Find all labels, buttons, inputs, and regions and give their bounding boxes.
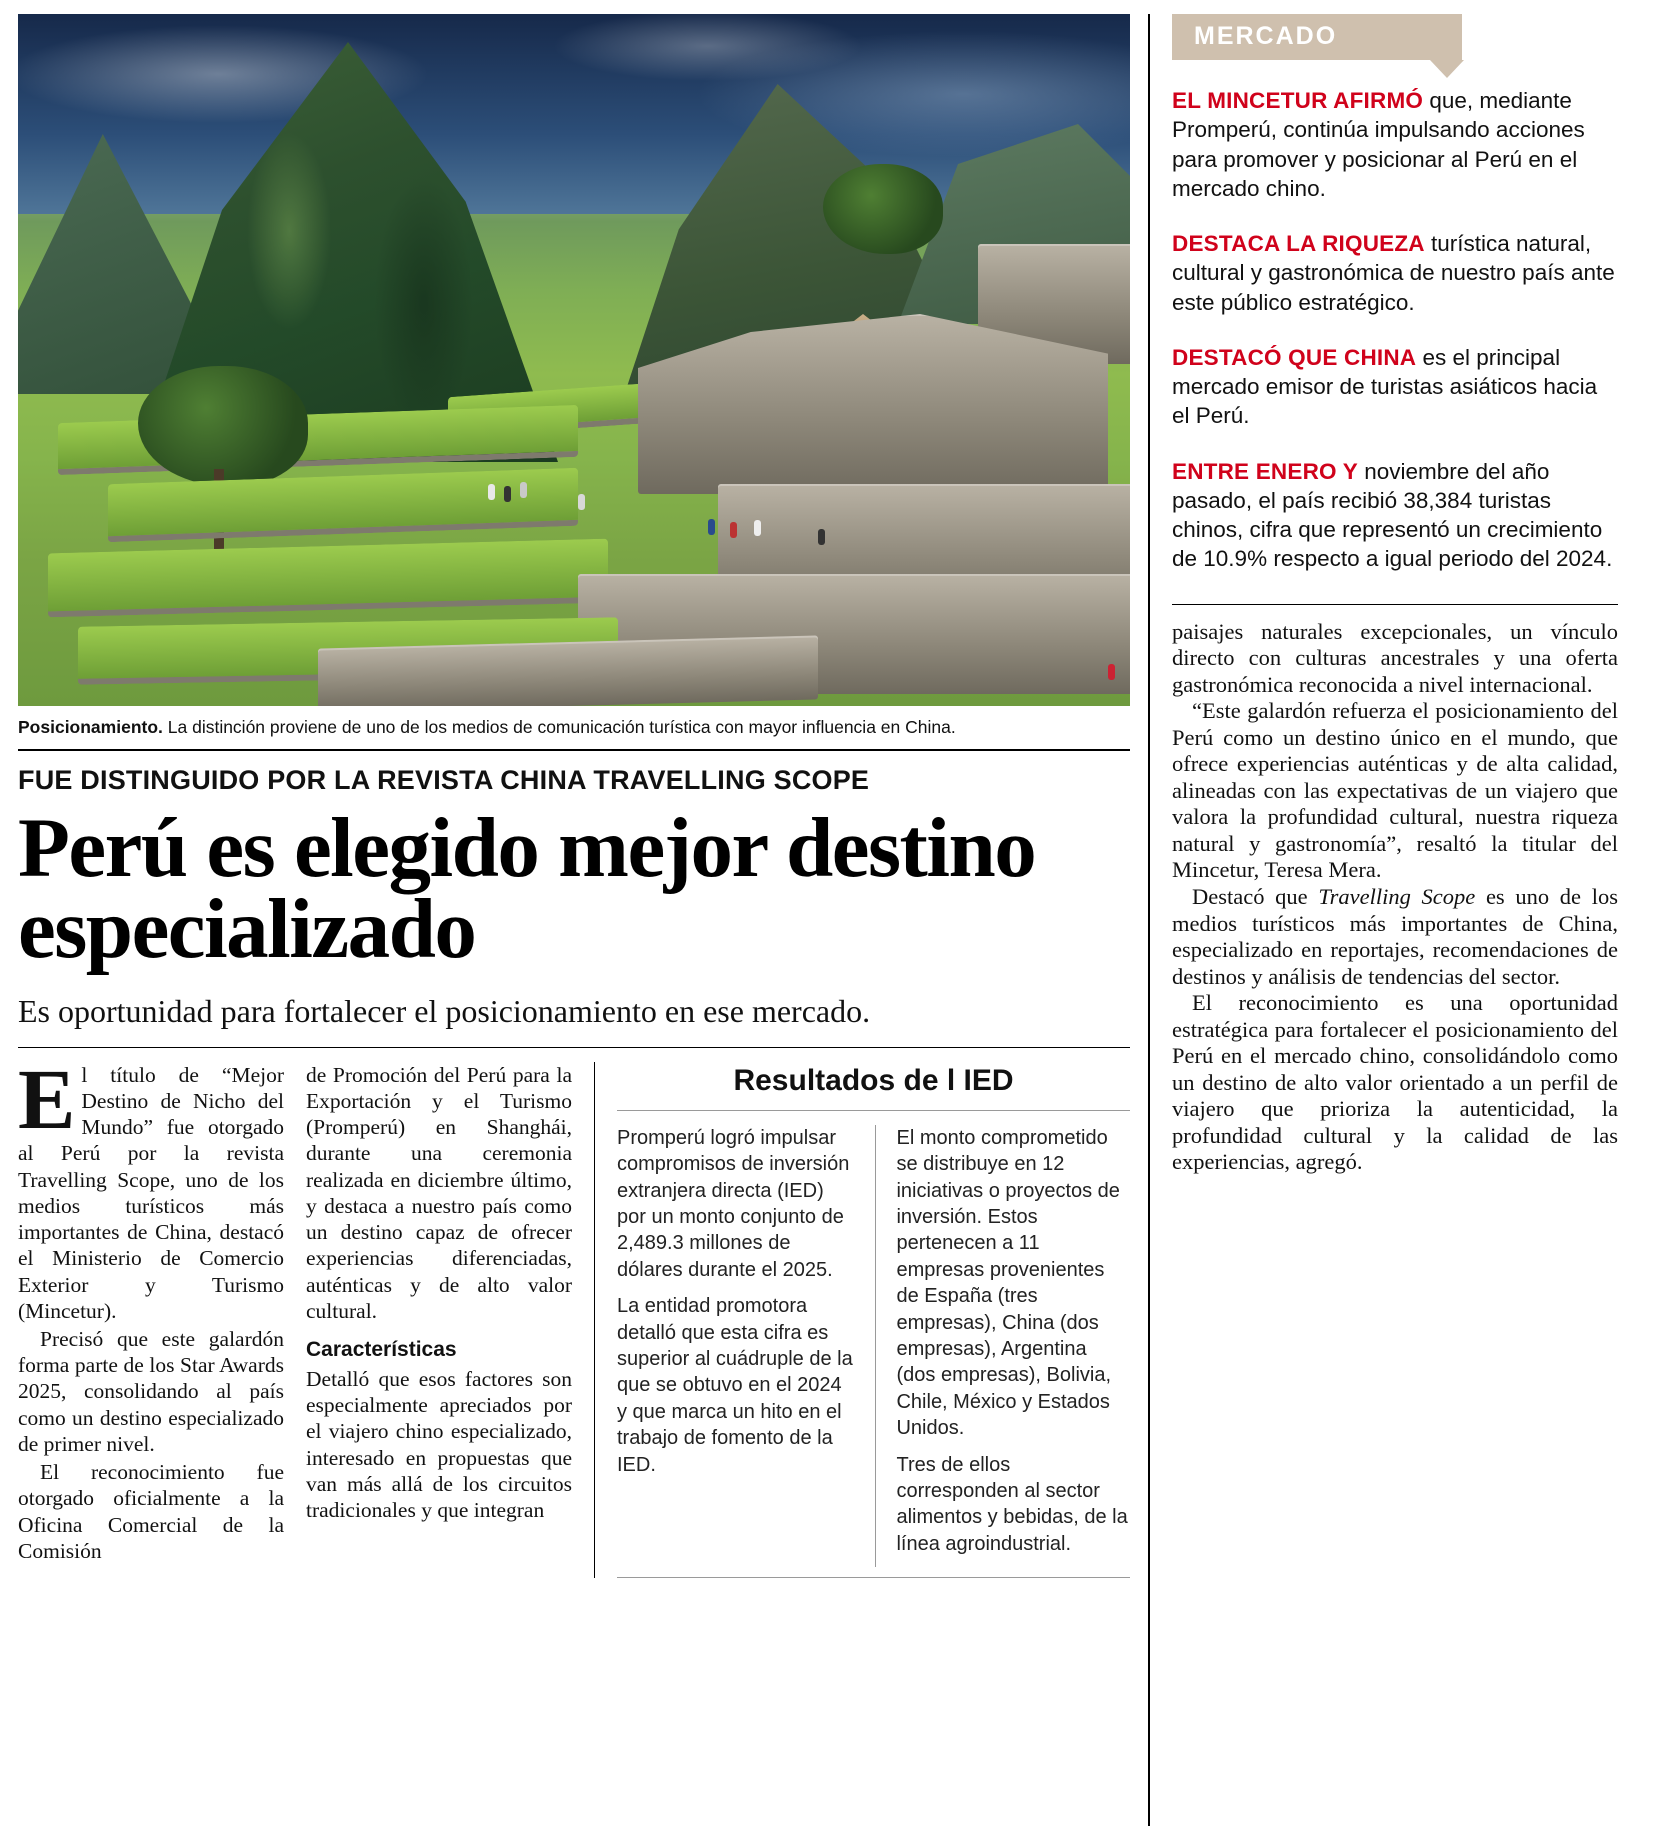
visitor-figure bbox=[488, 484, 495, 500]
sidebar-box-column-right bbox=[875, 1125, 1130, 1567]
rail-item-lead: DESTACA LA RIQUEZA bbox=[1172, 231, 1425, 256]
paragraph: El reconocimiento fue otorgado oficialmente a la Oficina Comercial de la Comisión bbox=[18, 1460, 284, 1563]
paragraph: Precisó que este galardón forma parte de los Star Awards 2025, consolidando al país como un destino especializado de primer nivel. bbox=[18, 1327, 284, 1456]
sidebar-box-columns bbox=[617, 1125, 1130, 1567]
terrace-1 bbox=[58, 405, 578, 475]
paragraph: Promperú logró impulsar compromisos de inversión extranjera directa (IED) por un monto conjunto de 2,489.3 millones de dólares durante el 2025. bbox=[617, 1126, 850, 1281]
paragraph-pre: Destacó que bbox=[1192, 883, 1319, 909]
magazine-name: Travelling Scope bbox=[1318, 883, 1476, 909]
visitor-figure bbox=[818, 529, 825, 545]
photo-background bbox=[18, 14, 1130, 706]
body-column-1 bbox=[18, 1050, 284, 1578]
article-body bbox=[18, 1050, 1130, 1578]
paragraph: “Este galardón refuerza el posicionamiento del Perú como un destino único en el mundo, que ofrece experiencias auténticas y de alta calidad, alineadas con las expectativas de un viajero que valora la profundidad cultural, nuestra riqueza natural y gastronomía”, resaltó la titular del Mincetur, Teresa Mera. bbox=[1172, 698, 1618, 883]
photo-caption bbox=[18, 706, 1130, 751]
rail-item bbox=[1172, 343, 1618, 431]
sidebar-box-column-left bbox=[617, 1125, 855, 1567]
machu-picchu-photo bbox=[18, 14, 1130, 706]
photo-caption-lead: Posicionamiento. bbox=[18, 717, 163, 737]
main-column bbox=[18, 14, 1148, 1826]
sidebar-box-ied bbox=[594, 1062, 1130, 1578]
ruins-foreground-wall bbox=[318, 635, 818, 706]
rail-item bbox=[1172, 457, 1618, 574]
divider bbox=[617, 1577, 1130, 1578]
rail-item-lead: DESTACÓ QUE CHINA bbox=[1172, 344, 1417, 370]
divider bbox=[1172, 604, 1618, 605]
visitor-figure bbox=[578, 494, 585, 510]
terrace-2 bbox=[108, 468, 578, 542]
visitor-figure bbox=[1108, 664, 1115, 680]
rail-item-text: que, mediante Promperú, continúa impulsando acciones para promover y posicionar al Perú en el mercado chino. bbox=[1172, 88, 1585, 201]
rail-item bbox=[1172, 86, 1618, 203]
paragraph: El título de “Mejor Destino de Nicho del Mundo” fue otorgado al Perú por la revista Travelling Scope, uno de los medios turísticos más importantes de China, destacó el Ministerio de Comercio Exterior y Turismo (Mincetur). bbox=[18, 1050, 284, 1323]
rail-item-text: noviembre del año pasado, el país recibió 38,384 turistas chinos, cifra que representó un crecimiento de 10.9% respecto a igual periodo del 2024. bbox=[1172, 458, 1613, 572]
article-kicker: FUE DISTINGUIDO POR LA REVISTA CHINA TRAVELLING SCOPE bbox=[18, 764, 870, 795]
sidebar-box-title: Resultados de l IED bbox=[733, 1063, 1014, 1097]
paragraph: Tres de ellos corresponden al sector alimentos y bebidas, de la línea agroindustrial. bbox=[896, 1453, 1128, 1555]
divider bbox=[617, 1110, 1130, 1111]
visitor-figure bbox=[504, 486, 511, 502]
paragraph bbox=[1172, 884, 1618, 990]
right-rail bbox=[1148, 14, 1618, 1826]
paragraph: paisajes naturales excepcionales, un vínculo directo con culturas ancestrales y una oferta gastronómica reconocida a nivel internacional. bbox=[1172, 618, 1618, 697]
visitor-figure bbox=[520, 482, 527, 498]
photo-caption-text: La distinción proviene de uno de los medios de comunicación turística con mayor influencia en China. bbox=[162, 717, 956, 737]
visitor-figure bbox=[708, 519, 715, 535]
rail-body-text bbox=[1172, 619, 1618, 1176]
tree-hillside bbox=[823, 164, 943, 254]
body-column-2 bbox=[306, 1062, 572, 1578]
rail-item-text: turística natural, cultural y gastronómica de nuestro país ante este público estratégico. bbox=[1172, 231, 1615, 315]
paragraph-post: es uno de los medios turísticos más importantes de China, especializado en reportajes, recomendaciones de destinos y análisis de tendencias del sector. bbox=[1172, 883, 1618, 989]
rail-item bbox=[1172, 229, 1618, 317]
visitor-figure bbox=[730, 522, 737, 538]
rail-item-lead: ENTRE ENERO Y bbox=[1172, 458, 1358, 484]
paragraph: La entidad promotora detalló que esta cifra es superior al cuádruple de la que se obtuvo en el 2024 y que marca un hito en el trabajo de fomento de la IED. bbox=[617, 1295, 853, 1476]
paragraph: El monto comprometido se distribuye en 12 iniciativas o proyectos de inversión. Estos pertenecen a 11 empresas provenientes de España (tres empresas), China (dos empresas), Argentina (dos empresas), Bolivia, Chile, México y Estados Unidos. bbox=[896, 1126, 1120, 1440]
section-subtitle: Características bbox=[306, 1338, 457, 1361]
article-subhead: Es oportunidad para fortalecer el posicionamiento en ese mercado. bbox=[18, 992, 871, 1029]
visitor-figure bbox=[754, 520, 761, 536]
divider bbox=[18, 1047, 1130, 1048]
mercado-tag: MERCADO bbox=[1172, 14, 1462, 60]
page-title: Perú es elegido mejor destino especializado bbox=[18, 800, 1036, 977]
page-layout bbox=[18, 14, 1645, 1826]
paragraph: Detalló que esos factores son especialmente apreciados por el viajero chino especializado, interesado en propuestas que van más allá de los circuitos tradicionales y que integran bbox=[306, 1367, 572, 1523]
paragraph: El reconocimiento es una oportunidad estratégica para fortalecer el posicionamiento del Perú en el mercado chino, consolidándolo como un destino de alto valor orientado a un perfil de viajero que prioriza la autenticidad, la profundidad cultural y la calidad de las experiencias, agregó. bbox=[1172, 990, 1618, 1175]
terrace-3 bbox=[48, 539, 608, 618]
rail-item-text: es el principal mercado emisor de turistas asiáticos hacia el Perú. bbox=[1172, 344, 1598, 429]
paragraph: de Promoción del Perú para la Exportación y el Turismo (Promperú) en Shanghái, durante una ceremonia realizada en diciembre último, y destaca a nuestro país como un destino capaz de ofrecer experiencias diferenciadas, auténticas y de alto valor cultural. bbox=[306, 1062, 572, 1323]
rail-item-lead: EL MINCETUR AFIRMÓ bbox=[1172, 88, 1424, 113]
